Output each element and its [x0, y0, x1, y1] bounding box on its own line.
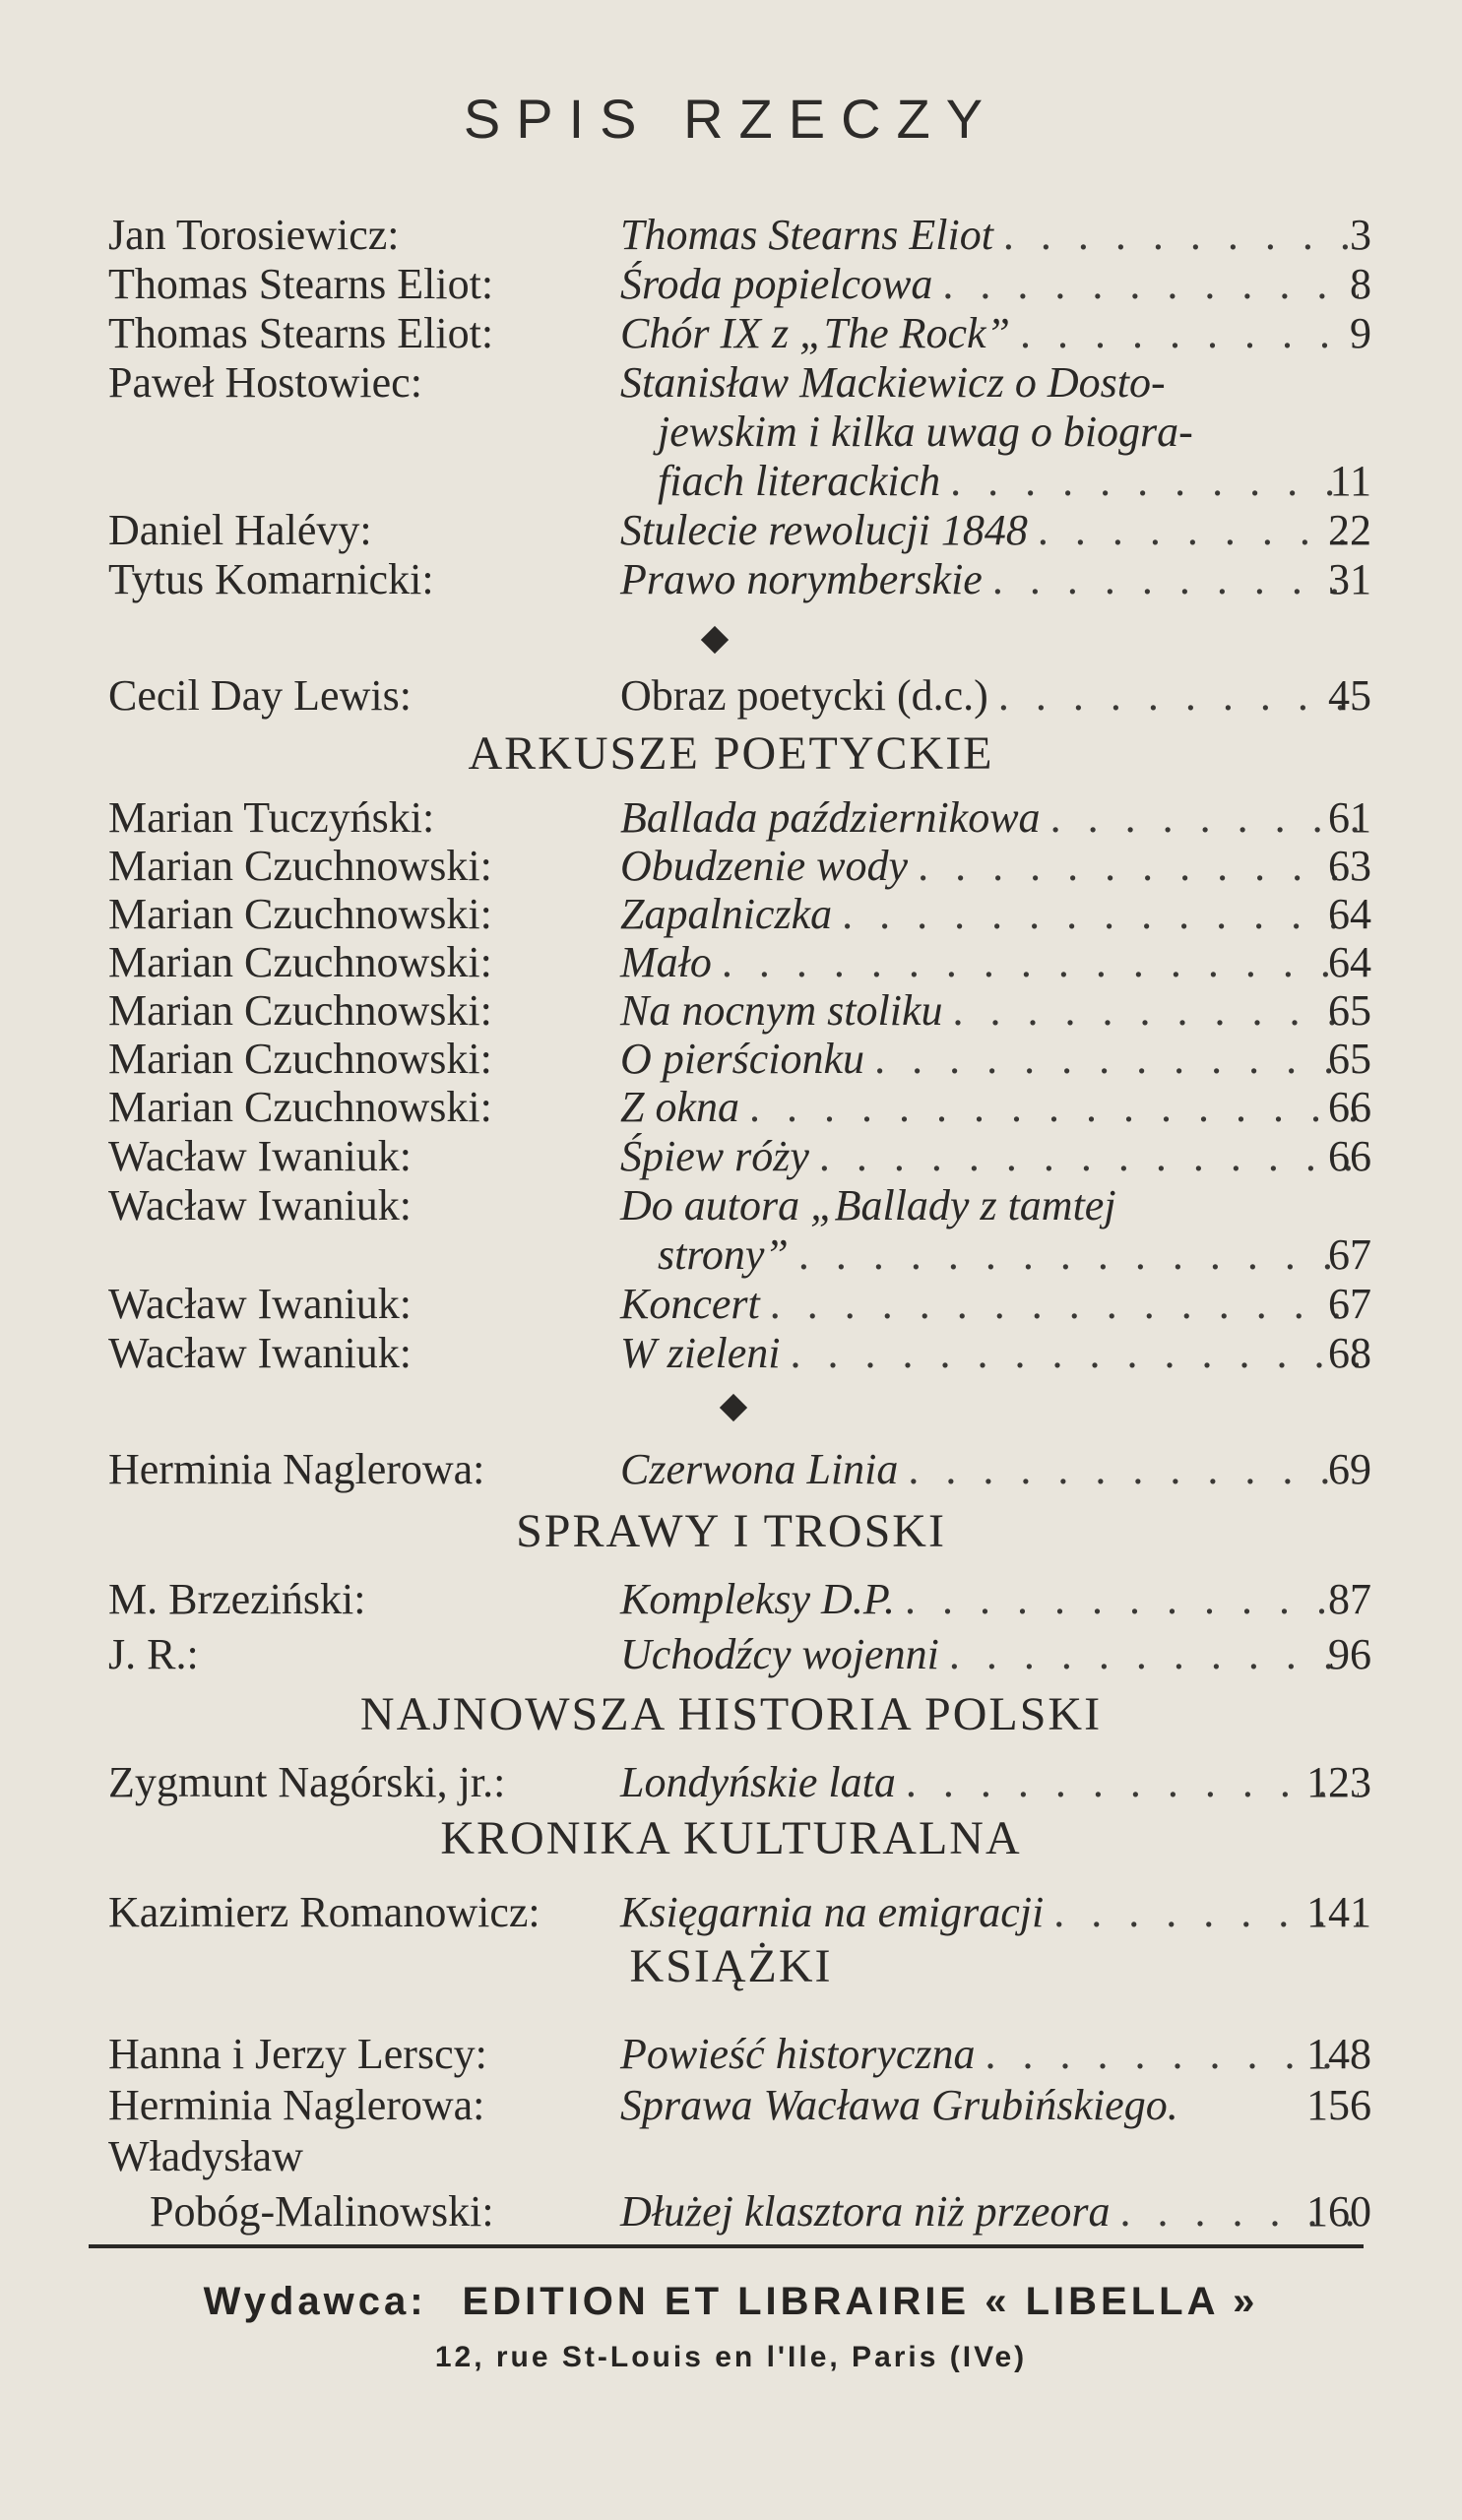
diamond-ornament-icon: [720, 1394, 747, 1421]
entry-page: 87: [1328, 1575, 1371, 1623]
section-heading: NAJNOWSZA HISTORIA POLSKI: [359, 1688, 1103, 1740]
entry-title: Z okna: [620, 1083, 739, 1131]
entry-title: Zapalniczka: [620, 890, 833, 938]
entry-title-line: strony”: [658, 1230, 789, 1279]
entry-author: Zygmunt Nagórski, jr.:: [108, 1758, 506, 1806]
entry-page: 63: [1328, 842, 1371, 890]
entry-author: Wacław Iwaniuk:: [108, 1181, 412, 1229]
section-heading: ARKUSZE POETYCKIE: [468, 727, 994, 780]
entry-title: Thomas Stearns Eliot: [620, 211, 993, 259]
publisher-name: EDITION ET LIBRAIRIE « LIBELLA »: [462, 2280, 1259, 2323]
entry-author: Thomas Stearns Eliot:: [108, 309, 494, 357]
entry-title: Koncert: [620, 1280, 760, 1328]
entry-author: Pobóg-Malinowski:: [150, 2187, 494, 2236]
entry-title: Czerwona Linia: [620, 1445, 899, 1493]
entry-title: Obudzenie wody: [620, 842, 909, 890]
entry-page: 67: [1328, 1230, 1371, 1279]
entry-page: 31: [1328, 555, 1371, 603]
entry-page: 68: [1328, 1329, 1371, 1377]
entry-title: Ballada październikowa: [620, 793, 1041, 842]
entry-author: Hanna i Jerzy Lerscy:: [108, 2030, 487, 2078]
entry-author: Władysław: [108, 2132, 303, 2180]
entry-title: Śpiew róży: [620, 1132, 809, 1180]
entry-page: 67: [1328, 1280, 1371, 1328]
entry-page: 11: [1329, 457, 1371, 505]
entry-author: Paweł Hostowiec:: [108, 358, 422, 407]
entry-title-line: fiach literackich: [658, 457, 941, 505]
entry-author: Herminia Naglerowa:: [108, 1445, 485, 1493]
entry-title-line: Do autora „Ballady z tamtej: [620, 1181, 1116, 1229]
entry-page: 141: [1306, 1888, 1371, 1936]
entry-title-line: jewskim i kilka uwag o biogra-: [658, 408, 1193, 456]
entry-author: Marian Tuczyński:: [108, 793, 435, 842]
publisher-address: 12, rue St-Louis en l'Ile, Paris (IVe): [434, 2341, 1028, 2373]
entry-page: 8: [1350, 260, 1371, 308]
entry-title: Mało: [620, 938, 712, 986]
entry-author: Wacław Iwaniuk:: [108, 1329, 412, 1377]
entry-title: Chór IX z „The Rock”: [620, 309, 1010, 357]
entry-page: 66: [1328, 1132, 1371, 1180]
entry-title: Powieść historyczna: [620, 2030, 976, 2078]
entry-page: 66: [1328, 1083, 1371, 1131]
footer-rule: [89, 2244, 1364, 2248]
entry-page: 64: [1328, 938, 1371, 986]
entry-author: J. R.:: [108, 1630, 199, 1678]
publisher-label: Wydawca:: [203, 2280, 427, 2323]
entry-page: 156: [1306, 2081, 1371, 2129]
entry-title: Dłużej klasztora niż przeora: [620, 2187, 1111, 2236]
entry-title: Księgarnia na emigracji: [620, 1888, 1045, 1936]
entry-author: Wacław Iwaniuk:: [108, 1132, 412, 1180]
entry-page: 69: [1328, 1445, 1371, 1493]
entry-title: W zieleni: [620, 1329, 781, 1377]
entry-page: 22: [1328, 506, 1371, 554]
entry-title: Na nocnym stoliku: [620, 986, 943, 1035]
page-title: SPIS RZECZY: [463, 88, 999, 150]
entry-page: 160: [1306, 2187, 1371, 2236]
entry-title: Prawo norymberskie: [620, 555, 983, 603]
entry-title: Uchodźcy wojenni: [620, 1630, 939, 1678]
diamond-ornament-icon: [701, 626, 729, 654]
entry-author: M. Brzeziński:: [108, 1575, 366, 1623]
entry-page: 96: [1328, 1630, 1371, 1678]
entry-page: 123: [1306, 1758, 1371, 1806]
entry-author: Jan Torosiewicz:: [108, 211, 400, 259]
entry-page: 148: [1306, 2030, 1371, 2078]
entry-title-line: Stanisław Mackiewicz o Dosto-: [620, 358, 1166, 407]
section-heading: SPRAWY I TROSKI: [516, 1505, 946, 1557]
publisher-line: [0, 2280, 1462, 2324]
entry-author: Marian Czuchnowski:: [108, 842, 492, 890]
entry-author: Kazimierz Romanowicz:: [108, 1888, 540, 1936]
entry-title: Kompleksy D.P.: [620, 1575, 896, 1623]
entry-page: 65: [1328, 986, 1371, 1035]
entry-page: 3: [1350, 211, 1371, 259]
entry-page: 61: [1328, 793, 1371, 842]
entry-page: 64: [1328, 890, 1371, 938]
entry-author: Marian Czuchnowski:: [108, 938, 492, 986]
entry-author: Marian Czuchnowski:: [108, 986, 492, 1035]
entry-author: Tytus Komarnicki:: [108, 555, 434, 603]
entry-title: Sprawa Wacława Grubińskiego.: [620, 2081, 1178, 2129]
entry-author: Marian Czuchnowski:: [108, 1035, 492, 1083]
entry-author: Marian Czuchnowski:: [108, 890, 492, 938]
entry-author: Daniel Halévy:: [108, 506, 372, 554]
section-heading: KRONIKA KULTURALNA: [440, 1812, 1022, 1864]
entry-title: Stulecie rewolucji 1848: [620, 506, 1028, 554]
entry-title: Środa popielcowa: [620, 260, 933, 308]
entry-page: 9: [1350, 309, 1371, 357]
entry-author: Marian Czuchnowski:: [108, 1083, 492, 1131]
entry-author: Wacław Iwaniuk:: [108, 1280, 412, 1328]
entry-title: O pierścionku: [620, 1035, 865, 1083]
section-heading: KSIĄŻKI: [629, 1940, 833, 1992]
entry-title: Londyńskie lata: [620, 1758, 896, 1806]
entry-page: 65: [1328, 1035, 1371, 1083]
entry-author: Herminia Naglerowa:: [108, 2081, 485, 2129]
entry-title: Obraz poetycki (d.c.): [620, 671, 988, 720]
entry-author: Cecil Day Lewis:: [108, 671, 412, 720]
entry-author: Thomas Stearns Eliot:: [108, 260, 494, 308]
entry-page: 45: [1328, 671, 1371, 720]
